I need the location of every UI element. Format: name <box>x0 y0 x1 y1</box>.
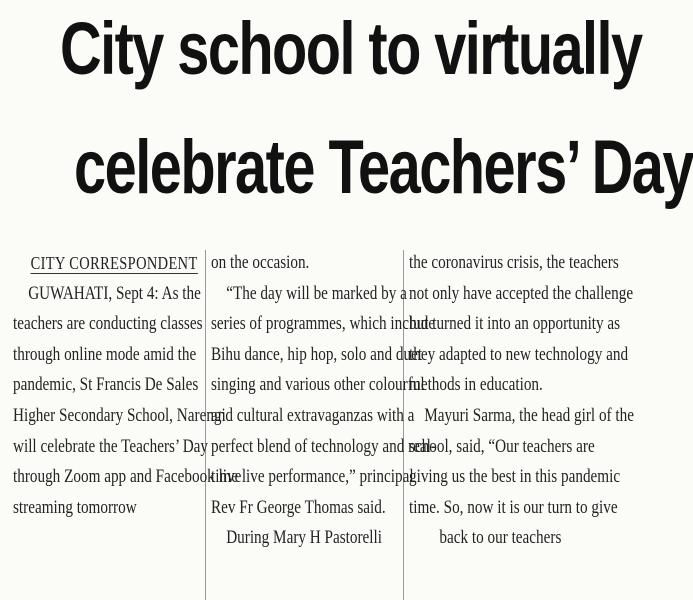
column-line: and cultural extravaganzas with a <box>211 404 415 426</box>
headline-line-1: City school to virtually <box>60 7 642 90</box>
byline: CITY CORRESPONDENT <box>30 253 198 273</box>
column-line: Higher Secondary School, Narengi <box>13 404 226 426</box>
column-line: not only have accepted the challenge <box>409 282 634 304</box>
column-line: singing and various other colourful <box>211 374 425 396</box>
column-line: Bihu dance, hip hop, solo and duet <box>211 343 423 365</box>
column-line: perfect blend of technology and real- <box>211 435 436 457</box>
column-line: will celebrate the Teachers’ Day <box>13 435 209 457</box>
column-line: “The day will be marked by a <box>211 282 407 304</box>
column-line: through online mode amid the <box>13 343 197 365</box>
column-line: giving us the best in this pandemic <box>409 466 621 488</box>
column-line: methods in education. <box>409 374 543 396</box>
column-line: series of programmes, which include <box>211 313 436 335</box>
column-line: time. So, now it is our turn to give <box>409 496 618 518</box>
column-line: school, said, “Our teachers are <box>409 435 595 457</box>
column-line: Mayuri Sarma, the head girl of the <box>409 404 634 426</box>
column-line: teachers are conducting classes <box>13 313 203 335</box>
column-line: During Mary H Pastorelli <box>211 527 382 549</box>
column-line: pandemic, St Francis De Sales <box>13 374 199 396</box>
headline-line-2: celebrate Teachers’ Day <box>74 125 693 210</box>
column-line: streaming tomorrow <box>13 496 137 518</box>
column-line: through Zoom app and Facebook live <box>13 466 242 488</box>
column-line: but turned it into an opportunity as <box>409 313 621 335</box>
column-line: Rev Fr George Thomas said. <box>211 496 386 518</box>
column-line: GUWAHATI, Sept 4: As the <box>13 282 201 304</box>
column-line: they adapted to new technology and <box>409 343 629 365</box>
column-line: on the occasion. <box>211 252 310 273</box>
column-line: time live performance,” principal <box>211 466 414 488</box>
column-line: the coronavirus crisis, the teachers <box>409 252 619 273</box>
article-column-3 <box>409 248 634 554</box>
column-line: back to our teachers <box>409 527 562 549</box>
article-column-1 <box>13 248 241 523</box>
article-column-2 <box>211 248 436 554</box>
